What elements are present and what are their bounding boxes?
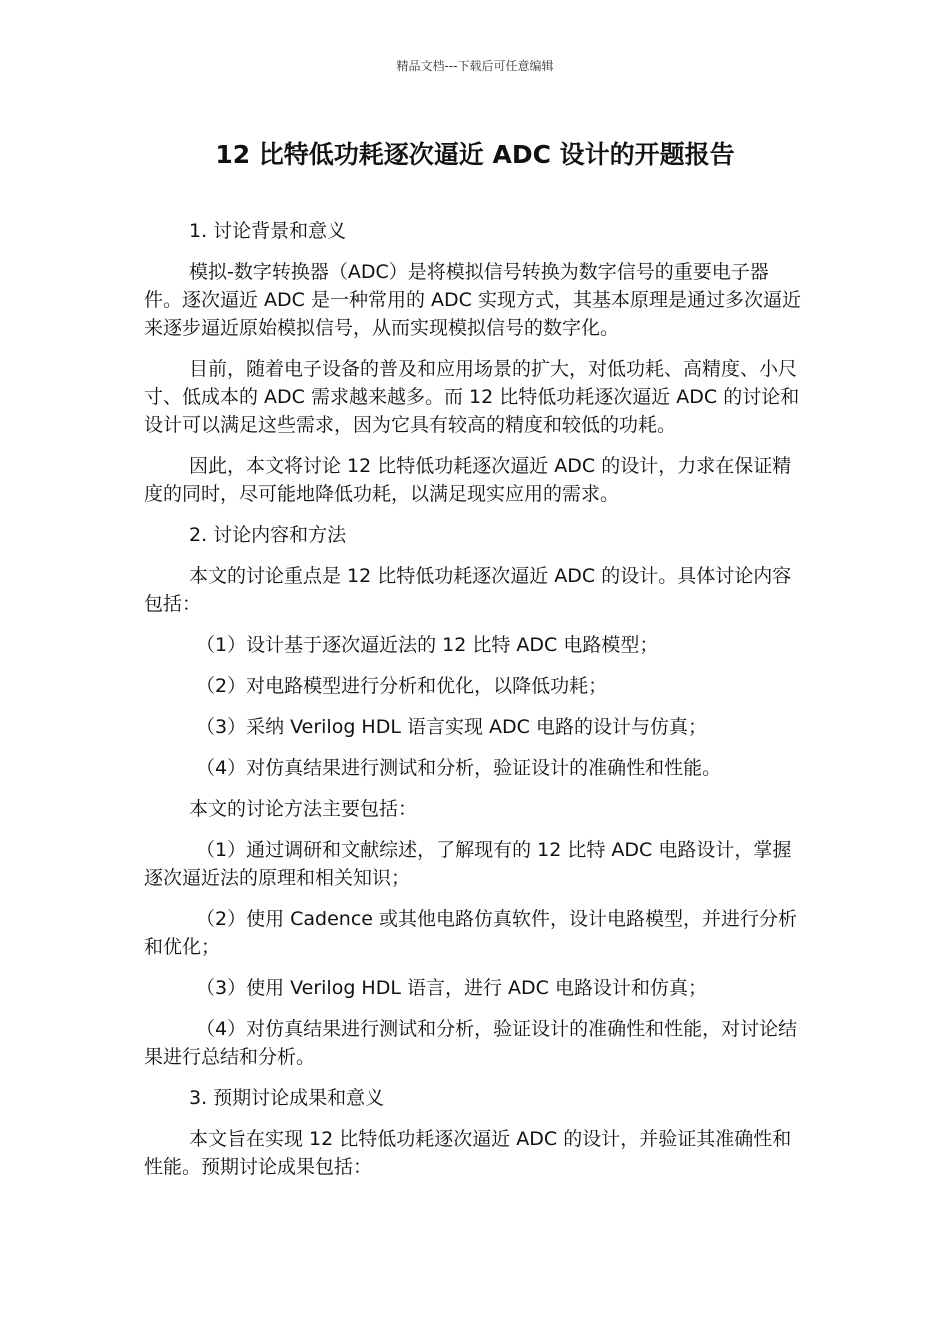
content-list-item: （4）对仿真结果进行测试和分析，验证设计的准确性和性能。 bbox=[196, 757, 722, 779]
section-1-heading: 1. 讨论背景和意义 bbox=[189, 220, 347, 242]
content-list-item: （2）对电路模型进行分析和优化，以降低功耗； bbox=[196, 675, 608, 697]
section-2-paragraph-2: 本文的讨论方法主要包括： bbox=[189, 798, 418, 820]
section-2-heading: 2. 讨论内容和方法 bbox=[189, 524, 347, 546]
section-3-paragraph-1: 本文旨在实现 12 比特低功耗逐次逼近 ADC 的设计，并验证其准确性和性能。预期讨论成果包括： bbox=[144, 1128, 792, 1178]
document-title: 12 比特低功耗逐次逼近 ADC 设计的开题报告 bbox=[215, 140, 735, 169]
method-list-item: （1）通过调研和文献综述，了解现有的 12 比特 ADC 电路设计，掌握逐次逼近法的原理和相关知识； bbox=[144, 839, 792, 889]
method-list-item: （4）对仿真结果进行测试和分析，验证设计的准确性和性能，对讨论结果进行总结和分析。 bbox=[144, 1018, 798, 1068]
section-2-paragraph-1: 本文的讨论重点是 12 比特低功耗逐次逼近 ADC 的设计。具体讨论内容包括： bbox=[144, 565, 792, 615]
section-1-paragraph-1: 模拟-数字转换器（ADC）是将模拟信号转换为数字信号的重要电子器件。逐次逼近 ADC 是一种常用的 ADC 实现方式，其基本原理是通过多次逼近来逐步逼近原始模拟信号，从而实现模拟信号的数字化。 bbox=[144, 261, 801, 339]
content-list-item: （3）采纳 Verilog HDL 语言实现 ADC 电路的设计与仿真； bbox=[196, 716, 707, 738]
method-list-item: （2）使用 Cadence 或其他电路仿真软件，设计电路模型，并进行分析和优化； bbox=[144, 908, 798, 958]
section-1-paragraph-2: 目前，随着电子设备的普及和应用场景的扩大，对低功耗、高精度、小尺寸、低成本的 ADC 需求越来越多。而 12 比特低功耗逐次逼近 ADC 的讨论和设计可以满足这些需求，因为它具有较高的精度和较低的功耗。 bbox=[144, 358, 800, 436]
section-3-heading: 3. 预期讨论成果和意义 bbox=[189, 1087, 385, 1109]
document-body bbox=[144, 217, 806, 1194]
method-list-item: （3）使用 Verilog HDL 语言，进行 ADC 电路设计和仿真； bbox=[196, 977, 707, 999]
header-note: 精品文档---下载后可任意编辑 bbox=[396, 59, 554, 73]
content-list-item: （1）设计基于逐次逼近法的 12 比特 ADC 电路模型； bbox=[196, 634, 659, 656]
section-1-paragraph-3: 因此，本文将讨论 12 比特低功耗逐次逼近 ADC 的设计，力求在保证精度的同时，尽可能地降低功耗，以满足现实应用的需求。 bbox=[144, 455, 792, 505]
